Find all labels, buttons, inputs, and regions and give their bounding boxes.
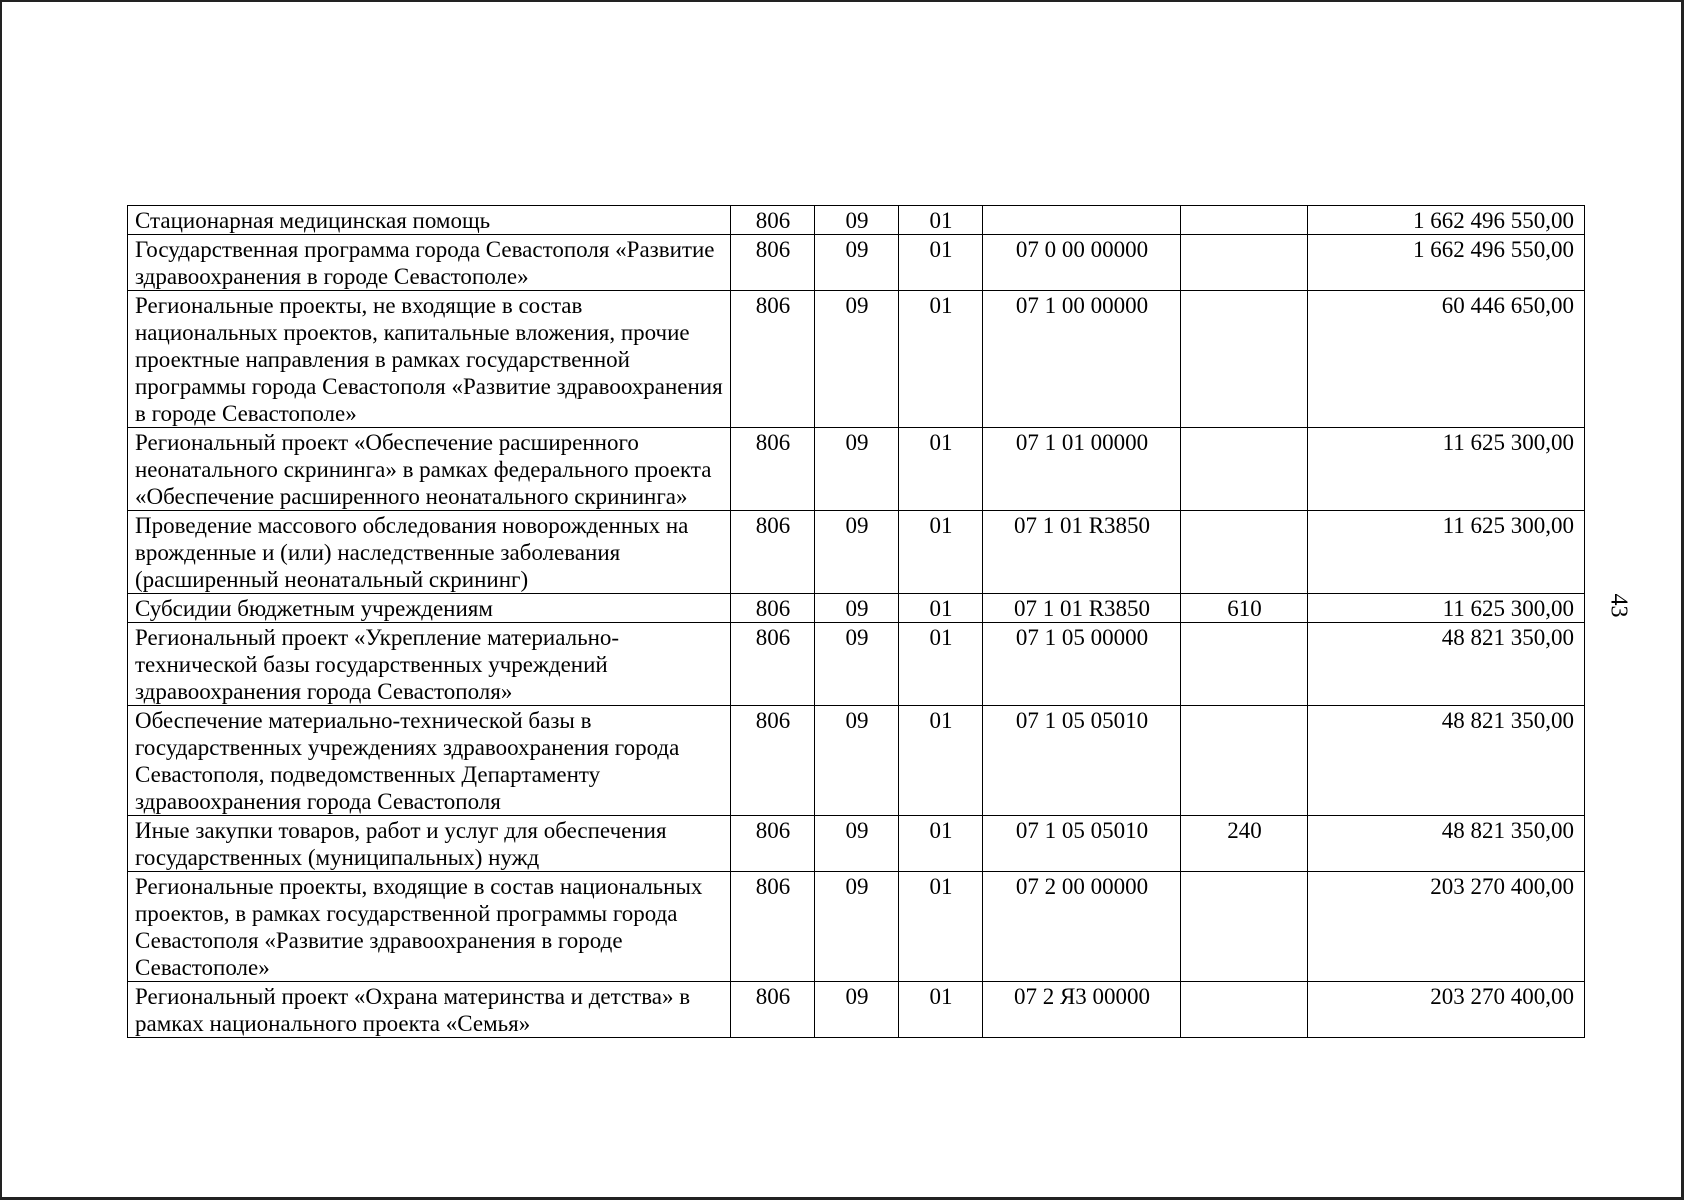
cell-vr [1181, 706, 1308, 816]
cell-rz: 09 [815, 291, 899, 428]
cell-ved: 806 [731, 872, 815, 982]
cell-vr: 610 [1181, 594, 1308, 623]
cell-name: Региональный проект «Охрана материнства и детства» в рамках национального проекта «Семья» [128, 982, 731, 1038]
cell-amount: 48 821 350,00 [1308, 623, 1585, 706]
cell-csr: 07 1 01 R3850 [983, 511, 1181, 594]
cell-name: Региональный проект «Обеспечение расширенного неонатального скрининга» в рамках федерального проекта «Обеспечение расширенного неонатального скрининга» [128, 428, 731, 511]
cell-vr: 240 [1181, 816, 1308, 872]
cell-ved: 806 [731, 982, 815, 1038]
cell-amount: 1 662 496 550,00 [1308, 206, 1585, 235]
cell-name: Проведение массового обследования новорожденных на врожденные и (или) наследственные заболевания (расширенный неонатальный скрининг) [128, 511, 731, 594]
cell-ved: 806 [731, 206, 815, 235]
table-row [128, 235, 1585, 291]
cell-csr: 07 1 01 R3850 [983, 594, 1181, 623]
cell-vr [1181, 428, 1308, 511]
cell-pr: 01 [899, 511, 983, 594]
cell-csr: 07 2 00 00000 [983, 872, 1181, 982]
cell-name: Субсидии бюджетным учреждениям [128, 594, 731, 623]
cell-name: Иные закупки товаров, работ и услуг для обеспечения государственных (муниципальных) нужд [128, 816, 731, 872]
cell-amount: 48 821 350,00 [1308, 816, 1585, 872]
cell-rz: 09 [815, 623, 899, 706]
cell-pr: 01 [899, 706, 983, 816]
table-row [128, 706, 1585, 816]
cell-ved: 806 [731, 291, 815, 428]
cell-ved: 806 [731, 511, 815, 594]
cell-vr [1181, 872, 1308, 982]
table-row [128, 291, 1585, 428]
cell-csr: 07 1 00 00000 [983, 291, 1181, 428]
cell-rz: 09 [815, 428, 899, 511]
cell-amount: 203 270 400,00 [1308, 872, 1585, 982]
cell-ved: 806 [731, 816, 815, 872]
cell-name: Региональные проекты, входящие в состав национальных проектов, в рамках государственной программы города Севастополя «Развитие здравоохранения в городе Севастополе» [128, 872, 731, 982]
cell-csr: 07 1 05 05010 [983, 816, 1181, 872]
table-body [128, 206, 1585, 1038]
cell-ved: 806 [731, 623, 815, 706]
cell-amount: 11 625 300,00 [1308, 511, 1585, 594]
table-row [128, 982, 1585, 1038]
cell-vr [1181, 206, 1308, 235]
cell-amount: 48 821 350,00 [1308, 706, 1585, 816]
cell-rz: 09 [815, 235, 899, 291]
page-number: 43 [1605, 593, 1632, 618]
cell-ved: 806 [731, 706, 815, 816]
cell-name: Региональные проекты, не входящие в состав национальных проектов, капитальные вложения, прочие проектные направления в рамках государственной программы города Севастополя «Развитие здравоохранения в городе Севастополе» [128, 291, 731, 428]
cell-rz: 09 [815, 872, 899, 982]
cell-name: Обеспечение материально-технической базы в государственных учреждениях здравоохранения города Севастополя, подведомственных Департаменту здравоохранения города Севастополя [128, 706, 731, 816]
table-row [128, 594, 1585, 623]
table-row [128, 428, 1585, 511]
cell-pr: 01 [899, 206, 983, 235]
cell-vr [1181, 291, 1308, 428]
cell-pr: 01 [899, 816, 983, 872]
cell-ved: 806 [731, 428, 815, 511]
cell-pr: 01 [899, 623, 983, 706]
cell-csr: 07 1 05 00000 [983, 623, 1181, 706]
cell-csr: 07 1 01 00000 [983, 428, 1181, 511]
cell-rz: 09 [815, 594, 899, 623]
cell-csr: 07 1 05 05010 [983, 706, 1181, 816]
table-row [128, 206, 1585, 235]
table-row [128, 872, 1585, 982]
cell-rz: 09 [815, 206, 899, 235]
cell-amount: 11 625 300,00 [1308, 428, 1585, 511]
cell-ved: 806 [731, 594, 815, 623]
cell-name: Региональный проект «Укрепление материально-технической базы государственных учреждений здравоохранения города Севастополя» [128, 623, 731, 706]
cell-rz: 09 [815, 816, 899, 872]
cell-vr [1181, 235, 1308, 291]
cell-amount: 203 270 400,00 [1308, 982, 1585, 1038]
cell-csr: 07 0 00 00000 [983, 235, 1181, 291]
cell-rz: 09 [815, 511, 899, 594]
table-row [128, 816, 1585, 872]
cell-amount: 11 625 300,00 [1308, 594, 1585, 623]
cell-csr: 07 2 Я3 00000 [983, 982, 1181, 1038]
table-row [128, 623, 1585, 706]
cell-ved: 806 [731, 235, 815, 291]
cell-pr: 01 [899, 291, 983, 428]
cell-amount: 60 446 650,00 [1308, 291, 1585, 428]
cell-pr: 01 [899, 872, 983, 982]
cell-csr [983, 206, 1181, 235]
cell-pr: 01 [899, 428, 983, 511]
budget-table [127, 205, 1585, 1038]
cell-amount: 1 662 496 550,00 [1308, 235, 1585, 291]
cell-pr: 01 [899, 982, 983, 1038]
cell-name: Стационарная медицинская помощь [128, 206, 731, 235]
cell-vr [1181, 982, 1308, 1038]
cell-rz: 09 [815, 706, 899, 816]
cell-vr [1181, 623, 1308, 706]
table-row [128, 511, 1585, 594]
cell-vr [1181, 511, 1308, 594]
cell-pr: 01 [899, 594, 983, 623]
cell-name: Государственная программа города Севастополя «Развитие здравоохранения в городе Севастополе» [128, 235, 731, 291]
cell-rz: 09 [815, 982, 899, 1038]
cell-pr: 01 [899, 235, 983, 291]
